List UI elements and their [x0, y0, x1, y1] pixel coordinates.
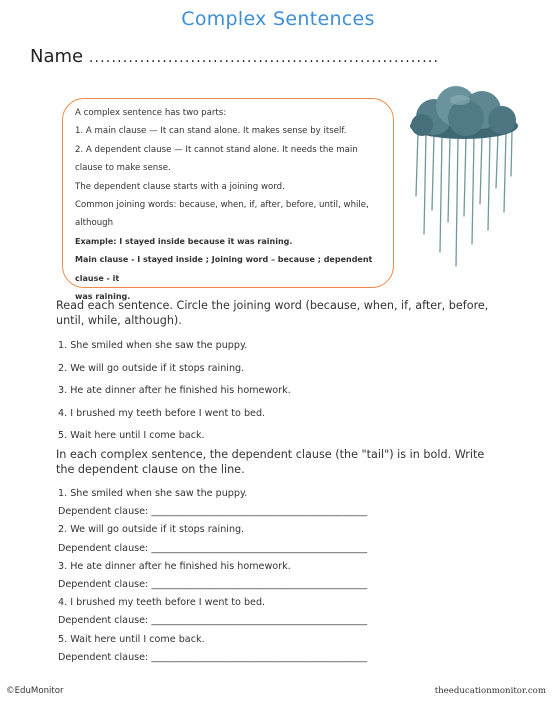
example-sentence: Example: I stayed inside because it was raining.	[75, 236, 293, 246]
list-item: 5. Wait here until I come back.	[58, 633, 205, 645]
list-item: 2. We will go outside if it stops raining.	[58, 362, 245, 374]
name-field[interactable]	[30, 46, 522, 67]
section2-instructions: In each complex sentence, the dependent clause (the "tail") is in bold. Write the dependent clause on the line.	[56, 448, 485, 476]
answer-line[interactable]	[58, 541, 367, 559]
name-dotted-line: ..............................................................	[88, 50, 440, 66]
rain-cloud-icon	[404, 84, 524, 274]
answer-blank: _____________________________________________	[151, 506, 368, 518]
info-line: 2. A dependent clause — It cannot stand alone. It needs the main	[75, 144, 358, 155]
website-url: theeducationmonitor.com	[434, 686, 546, 696]
answer-label: Dependent clause:	[58, 615, 152, 627]
answer-line[interactable]	[58, 504, 367, 522]
dependent-clause-list	[58, 486, 367, 668]
info-line: 1. A main clause — It can stand alone. It makes sense by itself.	[75, 126, 347, 137]
info-line: Common joining words: because, when, if, after, before, until, while,	[75, 200, 369, 211]
list-item: 5. Wait here until I come back.	[58, 430, 205, 441]
info-line: The dependent clause starts with a joining word.	[75, 181, 285, 192]
answer-blank: _____________________________________________	[151, 615, 368, 627]
answer-label: Dependent clause:	[58, 542, 152, 554]
worksheet-title: Complex Sentences	[181, 8, 375, 30]
list-item: 1. She smiled when she saw the puppy.	[58, 340, 248, 351]
name-label: Name	[30, 46, 84, 67]
answer-line[interactable]	[58, 613, 367, 631]
list-item: 4. I brushed my teeth before I went to bed.	[58, 597, 266, 609]
answer-blank: _____________________________________________	[151, 542, 368, 554]
answer-label: Dependent clause:	[58, 651, 152, 663]
definition-box	[62, 98, 394, 302]
list-item: 2. We will go outside if it stops raining.	[58, 524, 245, 536]
section1-instructions: Read each sentence. Circle the joining word (because, when, if, after, before, until, while, although).	[56, 299, 489, 327]
list-item: 3. He ate dinner after he finished his homework.	[58, 385, 291, 396]
answer-label: Dependent clause:	[58, 578, 152, 590]
copyright-text: ©EduMonitor	[6, 686, 64, 696]
info-line: although	[75, 218, 114, 229]
answer-label: Dependent clause:	[58, 506, 152, 518]
list-item: 1. She smiled when she saw the puppy.	[58, 488, 248, 499]
example-breakdown: Main clause - I stayed inside ; Joining word – because ; dependent clause - it	[75, 255, 373, 283]
list-item: 4. I brushed my teeth before I went to bed.	[58, 407, 266, 419]
info-line: A complex sentence has two parts:	[75, 108, 227, 118]
answer-line[interactable]	[58, 577, 367, 595]
answer-blank: _____________________________________________	[151, 651, 368, 663]
answer-line[interactable]	[58, 650, 367, 668]
answer-blank: _____________________________________________	[151, 578, 368, 590]
circle-words-list	[58, 338, 291, 451]
info-line: clause to make sense.	[75, 163, 171, 174]
example-breakdown-cont: was raining.	[75, 292, 131, 302]
list-item: 3. He ate dinner after he finished his homework.	[58, 560, 291, 572]
